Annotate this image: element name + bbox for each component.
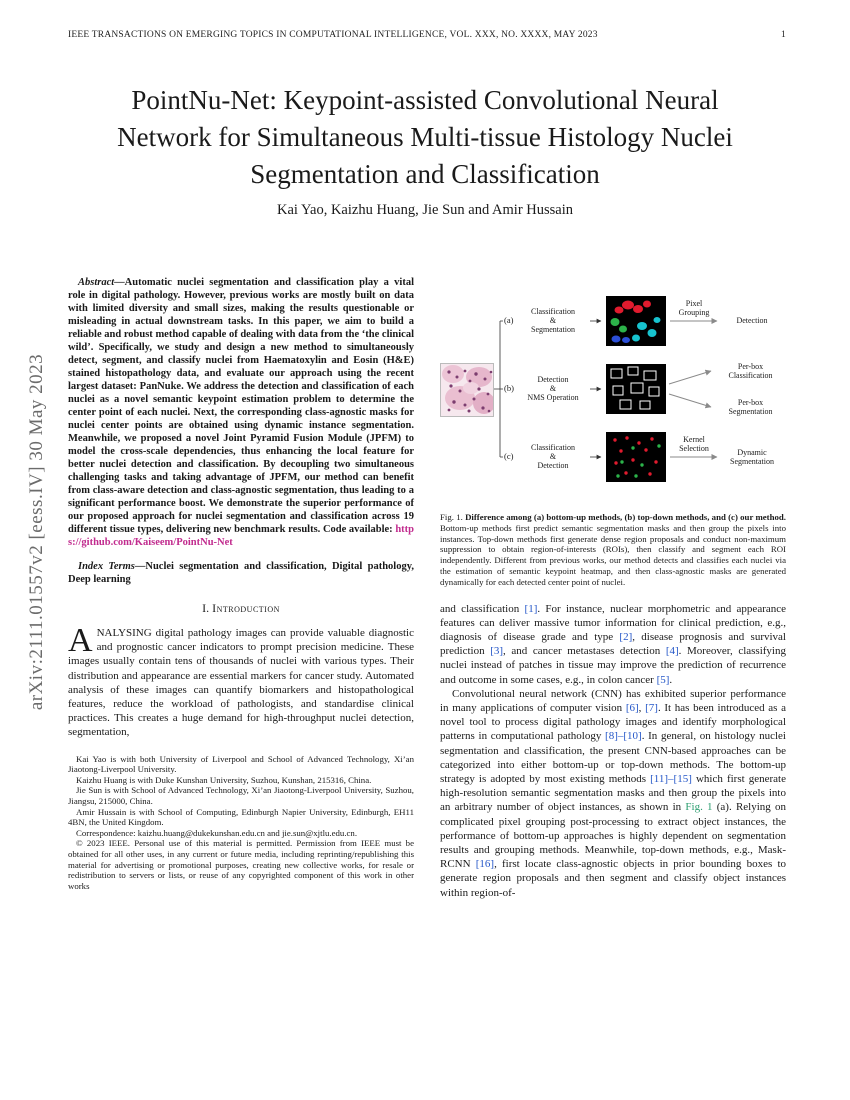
branch-label-b: (b): [504, 383, 514, 393]
figure-1-diagram: [440, 276, 786, 504]
method-box-our-method: [520, 443, 586, 470]
journal-header: IEEE TRANSACTIONS ON EMERGING TOPICS IN COMPUTATIONAL INTELLIGENCE, VOL. XXX, NO. XXXX, MAY 2023: [68, 30, 598, 40]
output-detection: Detection: [736, 316, 768, 325]
figure-caption: [440, 512, 786, 588]
output-per-box-segmentation: Per-box Segmentation: [728, 398, 773, 416]
citation-link[interactable]: [10]: [623, 730, 642, 743]
section-title: Introduction: [212, 601, 280, 615]
method-c-line2: &: [549, 452, 557, 461]
region-proposal-image: [606, 364, 666, 414]
method-box-bottom-up: [520, 307, 586, 334]
method-b-line2: &: [549, 384, 557, 393]
body-paragraph-2: Convolutional neural network (CNN) has exhibited superior performance in many applications of computer vision [6], [7]. It has been introduced as a novel tool to process digital pathology images and identify morphological patterns in computational pathology [8]–[10]. In general, on histology nuclei segmentation and classification, the present CNN-based approaches can be categorized into either bottom-up or top-down methods. The bottom-up strategy is adopted by most existing methods [11]–[15] which first generate high-resolution semantic segmentation masks and then group the pixels into an arbitrary number of object instances, as shown in Fig. 1 (a). Relying on complicated pixel grouping post-processing to extract object instances, the performance of bottom-up approaches is highly dependent on segmentation results and grouping methods. Meanwhile, top-down methods, e.g., Mask-RCNN [16], first locate class-agnostic objects in prior bounding boxes to generate region proposals and then segment and classify object instances within region-of-: [440, 687, 787, 899]
semantic-segmentation-image: [606, 296, 666, 346]
citation-link[interactable]: [8]: [605, 730, 618, 743]
right-column: [440, 276, 786, 900]
section-heading-introduction: [68, 601, 414, 616]
citation-link[interactable]: [11]–[15]: [650, 773, 692, 786]
intro-text: NALYSING digital pathology images can provide valuable diagnostic and prognostic cancer indicators to prompt precision medicine. These images usually contain tens of thousands of nuclei with various types. Their distribution and appearance are essential markers for cancer study. Automated analysis of these images can quantify biomarkers and histopathological features, reduce the workload of pathologists, and standardise clinical practices. This creates a huge demand for high-throughput nuclei detection, segmentation,: [68, 627, 414, 739]
figure-caption-rest: Bottom-up methods first predict semantic segmentation masks and then group the pixels into instances. Top-down methods first generate dense region proposals and conduct non-maximum suppression to obtain region-of-interests (ROIs), then classify and segment each ROI independently. Different from previous works, our method detects and classifies each nuclei via the estimation of semantic keypoint heatmap, and then class-agnostic masks are generated dynamically for each detected center point of nuclei.: [440, 522, 786, 587]
method-b-line1: Detection: [537, 375, 569, 384]
method-a-line3: Segmentation: [531, 325, 575, 334]
arrow-label-pixel-grouping: Pixel Grouping: [678, 299, 710, 317]
two-column-body: [68, 276, 786, 900]
figure-caption-bold: Difference among (a) bottom-up methods, (b) top-down methods, and (c) our method.: [465, 512, 786, 522]
citation-link[interactable]: [3]: [490, 645, 504, 658]
index-terms-text: —Nuclei segmentation and classification, Digital pathology, Deep learning: [68, 561, 414, 585]
figure-1: [440, 276, 786, 588]
histology-input-image: [440, 363, 494, 417]
intro-paragraph: [68, 622, 414, 740]
page-number: 1: [781, 30, 786, 40]
dropcap-letter: A: [68, 622, 93, 659]
branch-label-c: (c): [504, 451, 514, 461]
figure-caption-tag: Fig. 1.: [440, 512, 463, 522]
arxiv-stamp: arXiv:2111.01557v2 [eess.IV] 30 May 2023: [26, 353, 47, 711]
left-column: [68, 276, 414, 900]
index-terms: [68, 560, 414, 586]
authors-line: Kai Yao, Kaizhu Huang, Jie Sun and Amir Hussain: [276, 202, 574, 218]
figure-reference-link[interactable]: Fig. 1: [685, 801, 713, 814]
abstract: [68, 276, 414, 549]
abstract-text: —Automatic nuclei segmentation and classification play a vital role in digital pathology. However, previous works are mostly built on data with limited diversity and small sizes, making the results questionable or misleading in actual downstream tasks. In this paper, we aim to build a reliable and robust method capable of dealing with data from the ‘the clinical wild’. Specifically, we study and design a new method to simultaneously detect, segment, and classify nuclei from Haematoxylin and Eosin (H&E) stained histopathology data, and evaluate our approach using the recent largest dataset: PanNuke. We address the detection and classification of each nuclei as a novel semantic keypoint estimation problem to determine the center point of each nuclei. Next, the corresponding class-agnostic masks for nuclei center points are obtained using dynamic instance segmentation. Meanwhile, we proposed a novel Joint Pyramid Fusion Module (JPFM) to model the cross-scale dependencies, thus enhancing the local feature for better nuclei detection and classification. By decoupling two simultaneous challenging tasks and taking advantage of JPFM, our method can benefit from class-aware detection and class-agnostic segmentation, thus leading to a significant performance boost. We demonstrate the superior performance of our proposed approach for nuclei segmentation and classification across 19 different tissue types, delivering new benchmark results. Code available:: [68, 277, 414, 535]
footnote-affiliation-3: Jie Sun is with School of Advanced Technology, Xi’an Jiaotong-Liverpool University, Suzhou, Jiangsu, 215000, China.: [68, 785, 414, 806]
arrow-label-kernel-selection: Kernel Selection: [679, 435, 709, 453]
citation-link[interactable]: [7]: [645, 702, 658, 714]
method-c-line1: Classification: [531, 443, 575, 452]
method-c-line3: Detection: [537, 461, 569, 470]
output-per-box-classification: Per-box Classification: [728, 362, 773, 380]
citation-link[interactable]: [1]: [524, 602, 538, 615]
footnote-affiliation-1: Kai Yao is with both University of Liverpool and School of Advanced Technology, Xi’an Jiaotong-Liverpool University.: [68, 753, 414, 775]
branch-label-a: (a): [504, 315, 514, 325]
method-a-line2: &: [549, 316, 557, 325]
running-header: [68, 30, 786, 40]
paper-title: PointNu-Net: Keypoint-assisted Convolutional Neural Network for Simultaneous Multi-tissue Histology Nuclei Segmentation and Classification: [117, 85, 733, 189]
citation-link[interactable]: [11]: [650, 773, 669, 786]
citation-link[interactable]: [4]: [665, 645, 679, 658]
citation-link[interactable]: [5]: [656, 673, 670, 686]
body-paragraph-1: and classification [1]. For instance, nuclear morphometric and appearance features can deliver massive tumor information for clinical prediction, e.g., diagnosis of disease grade and type [2], disease prognosis and survival prediction [3], and cancer metastases detection [4]. Moreover, classifying nuclei instead of patches in tissue may improve the prediction of recurrence and outcome in some cases, e.g., in colon cancer [5].: [440, 602, 787, 686]
footnote-affiliation-2: Kaizhu Huang is with Duke Kunshan University, Suzhou, Kunshan, 215316, China.: [76, 774, 372, 785]
footnotes: [68, 754, 414, 892]
citation-link[interactable]: [15]: [673, 773, 692, 786]
method-box-top-down: [520, 375, 586, 402]
method-a-line1: Classification: [531, 307, 575, 316]
citation-link[interactable]: [16]: [475, 858, 495, 871]
method-b-line3: NMS Operation: [527, 393, 579, 402]
section-number: I.: [202, 601, 210, 615]
footnote-affiliation-4: Amir Hussain is with School of Computing, Edinburgh Napier University, Edinburgh, EH11 4BN, the United Kingdom.: [68, 806, 414, 828]
footnote-copyright: © 2023 IEEE. Personal use of this material is permitted. Permission from IEEE must be obtained for all other uses, in any current or future media, including reprinting/republishing this material for advertising or promotional purposes, creating new collective works, for resale or redistribution to servers or lists, or reuse of any copyrighted component of this work in other works: [68, 838, 414, 891]
output-dynamic-segmentation: Dynamic Segmentation: [730, 448, 774, 466]
citation-link[interactable]: [6]: [625, 702, 639, 714]
citation-link[interactable]: [8]–[10]: [605, 730, 642, 743]
footnote-correspondence: Correspondence: kaizhu.huang@dukekunshan.edu.cn and jie.sun@xjtlu.edu.cn.: [76, 827, 358, 838]
abstract-label: Abstract: [78, 277, 115, 288]
code-link[interactable]: https://github.com/Kaiseem/PointNu-Net: [68, 524, 414, 548]
keypoint-heatmap-image: [606, 432, 666, 482]
index-terms-label: Index Terms: [78, 561, 135, 572]
citation-link[interactable]: [2]: [619, 630, 633, 643]
